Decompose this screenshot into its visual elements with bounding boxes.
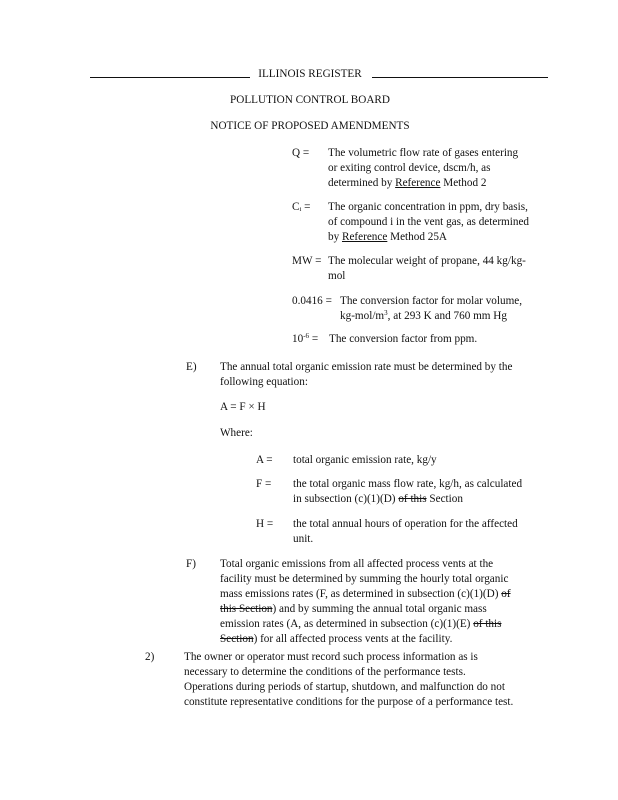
def-h-text <box>293 517 518 547</box>
def-q-text <box>328 146 518 191</box>
def-f-line: in subsection (c)(1)(D) of this Section <box>293 493 463 505</box>
def-q-term: Q = <box>292 147 310 159</box>
deleted-text: of <box>501 588 511 600</box>
deleted-text: of this <box>473 618 502 630</box>
def-mw-line: The molecular weight of propane, 44 kg/kg- <box>328 255 526 267</box>
def-molar-term: 0.0416 = <box>292 295 332 307</box>
def-f-term: F = <box>256 478 272 490</box>
def-mw-term: MW = <box>292 255 322 267</box>
def-h-line: the total annual hours of operation for the affected <box>293 518 518 530</box>
register-title: ILLINOIS REGISTER <box>258 68 362 80</box>
item-e-text <box>220 360 512 390</box>
def-a-term: A = <box>256 454 273 466</box>
def-q-line: The volumetric flow rate of gases entering <box>328 147 519 159</box>
def-h-term: H = <box>256 518 274 530</box>
reference-underline: Reference <box>341 231 388 243</box>
item-2-line: The owner or operator must record such process information as is <box>184 651 478 663</box>
item-2-label: 2) <box>145 651 155 663</box>
def-molar-line: The conversion factor for molar volume, <box>340 295 523 307</box>
notice-title: NOTICE OF PROPOSED AMENDMENTS <box>210 120 410 132</box>
def-h-line: unit. <box>293 533 314 545</box>
def-ci-line: by Reference Method 25A <box>328 231 447 243</box>
item-e-line: The annual total organic emission rate must be determined by the <box>220 361 513 373</box>
def-ci-term: Cᵢ = <box>292 201 311 213</box>
item-f-line: Section) for all affected process vents at the facility. <box>220 633 453 645</box>
def-ci-line: The organic concentration in ppm, dry basis, <box>328 201 528 213</box>
item-2-line: Operations during periods of startup, shutdown, and malfunction do not <box>184 681 505 693</box>
def-ci-text <box>328 200 529 245</box>
deleted-text: Section <box>220 633 254 645</box>
item-2-text <box>184 650 513 710</box>
item-f-label: F) <box>186 558 196 570</box>
deleted-text: of this <box>398 493 427 505</box>
item-f-text <box>220 557 511 647</box>
item-f-line: facility must be determined by summing the hourly total organic <box>220 573 509 585</box>
def-q-line: or exiting control device, dscm/h, as <box>328 162 491 174</box>
item-f-line: this Section) and by summing the annual total organic mass <box>220 603 487 615</box>
item-f-line: Total organic emissions from all affected process vents at the <box>220 558 494 570</box>
item-2-line: necessary to determine the conditions of the performance tests. <box>184 666 466 678</box>
def-ppm-text: The conversion factor from ppm. <box>329 333 478 345</box>
reference-underline: Reference <box>395 177 441 189</box>
def-mw-line: mol <box>328 270 346 282</box>
def-ppm-term: $10^{-6}$ = <box>292 332 319 345</box>
deleted-text: this Section <box>220 603 273 615</box>
item-e-label: E) <box>186 361 197 373</box>
item-2-line: constitute representative conditions for the purpose of a performance test. <box>184 696 514 708</box>
def-molar-text <box>340 294 522 324</box>
where-label: Where: <box>220 427 253 439</box>
item-f-line: emission rates (A, as determined in subsection (c)(1)(E) of this <box>220 618 502 630</box>
def-q-line: determined by Reference Method 2 <box>328 177 487 189</box>
board-name: POLLUTION CONTROL BOARD <box>230 94 390 106</box>
def-f-line: the total organic mass flow rate, kg/h, as calculated <box>293 478 523 490</box>
item-e-line: following equation: <box>220 376 308 388</box>
def-f-text <box>293 477 522 507</box>
def-a-text: total organic emission rate, kg/y <box>293 454 437 466</box>
equation: A = F × H <box>220 401 266 413</box>
def-ci-line: of compound i in the vent gas, as determined <box>328 216 530 228</box>
item-f-line: mass emissions rates (F, as determined in subsection (c)(1)(D) of <box>220 588 511 600</box>
def-molar-line: $kg-mol/m^3$, at 293 K and 760 mm Hg <box>340 309 507 322</box>
def-mw-text <box>328 254 526 284</box>
